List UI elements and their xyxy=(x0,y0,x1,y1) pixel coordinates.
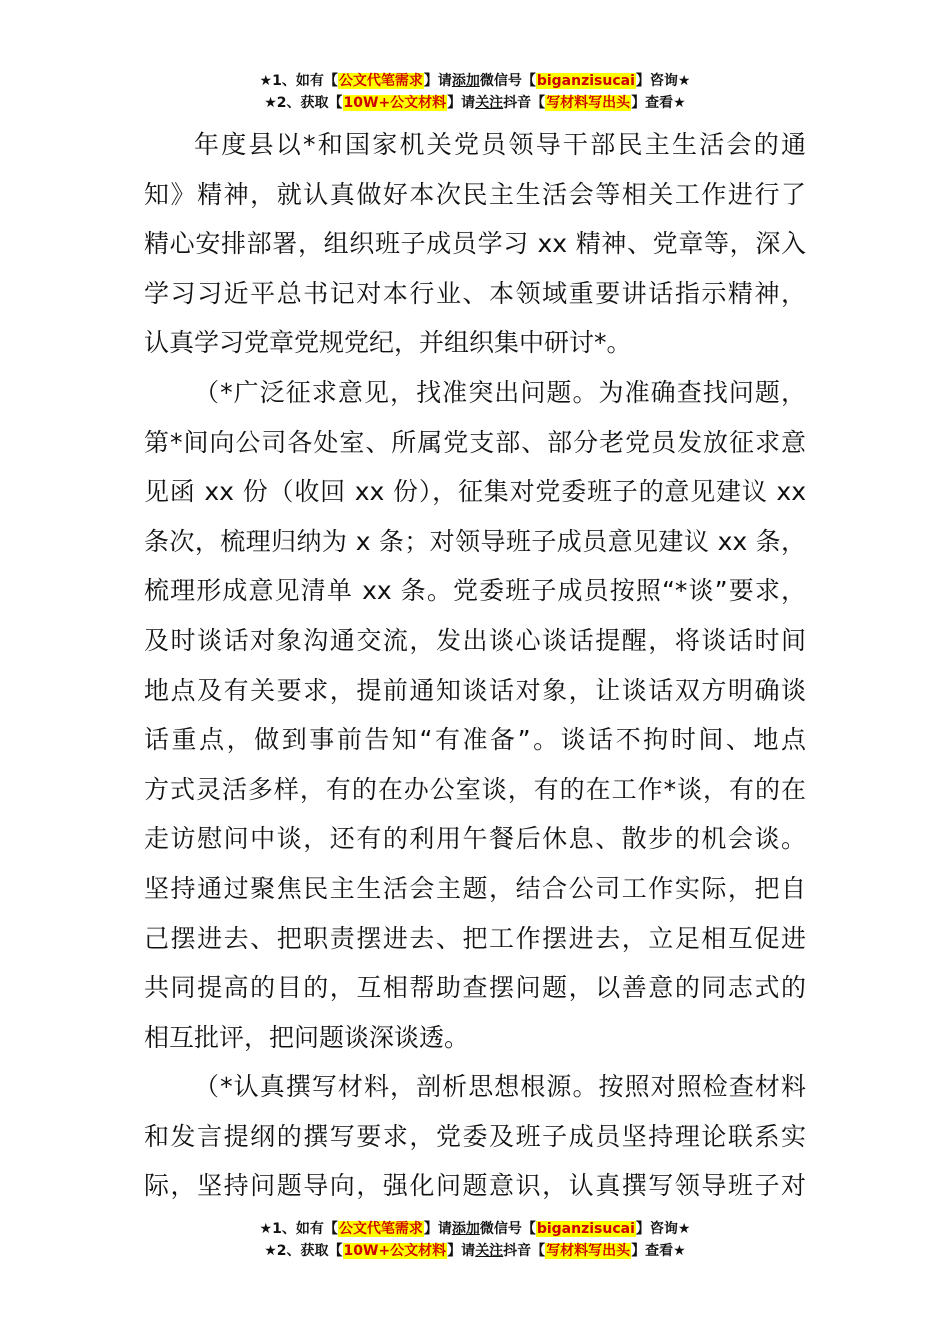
banner-text: 】请 xyxy=(447,95,476,111)
text-line: 及时谈话对象沟通交流，发出谈心谈话提醒，将谈话时间 xyxy=(144,625,806,655)
text-line: 条次，梳理归纳为 x 条；对领导班子成员意见建议 xx 条， xyxy=(144,526,806,556)
banner-highlight: 公文代笔需求 xyxy=(338,1221,423,1237)
text-line: 知》精神，就认真做好本次民主生活会等相关工作进行了 xyxy=(144,179,806,209)
text-line: 己摆进去、把职责摆进去、把工作摆进去，立足相互促进 xyxy=(144,923,806,953)
footer-banner xyxy=(0,1218,950,1262)
paragraph-3 xyxy=(144,1062,806,1211)
banner-text: 抖音【 xyxy=(503,95,546,111)
text-line: 精心安排部署，组织班子成员学习 xx 精神、党章等，深入 xyxy=(144,229,806,259)
banner-text: ★1、如有【 xyxy=(259,73,338,89)
text-line: 坚持通过聚焦民主生活会主题，结合公司工作实际，把自 xyxy=(144,873,806,903)
banner-emphasis: 添加 xyxy=(451,1221,480,1237)
banner-text: 】请 xyxy=(423,1221,452,1237)
text-line: 相互批评，把问题谈深谈透。 xyxy=(144,1022,470,1052)
text-line: 认真学习党章党规党纪，并组织集中研讨*。 xyxy=(144,328,632,358)
text-line: 走访慰问中谈，还有的利用午餐后休息、散步的机会谈。 xyxy=(144,824,806,854)
banner-highlight: 10W+公文材料 xyxy=(343,95,447,111)
banner-highlight: 10W+公文材料 xyxy=(343,1243,447,1259)
text-line: 年度县以*和国家机关党员领导干部民主生活会的通 xyxy=(194,130,806,159)
banner-highlight: 写材料写出头 xyxy=(546,95,631,111)
paragraph-2 xyxy=(144,368,806,1062)
banner-text: 】查看★ xyxy=(631,1243,686,1259)
banner-line-1 xyxy=(0,70,950,92)
banner-text: 】请 xyxy=(447,1243,476,1259)
banner-text: 】请 xyxy=(423,73,452,89)
banner-emphasis: 添加 xyxy=(451,73,480,89)
banner-text: ★1、如有【 xyxy=(259,1221,338,1237)
text-line: （*认真撰写材料，剖析思想根源。按照对照检查材料 xyxy=(194,1072,806,1102)
text-line: 梳理形成意见清单 xx 条。党委班子成员按照“*谈”要求， xyxy=(144,576,806,606)
text-line: 际，坚持问题导向，强化问题意识，认真撰写领导班子对 xyxy=(144,1171,806,1201)
banner-text: 微信号【 xyxy=(479,73,536,89)
banner-text: 微信号【 xyxy=(479,1221,536,1237)
banner-emphasis: 关注 xyxy=(475,95,504,111)
banner-text: 】咨询★ xyxy=(635,73,691,89)
banner-line-2 xyxy=(0,92,950,114)
text-line: （*广泛征求意见，找准突出问题。为准确查找问题， xyxy=(194,377,806,407)
banner-text: ★2、获取【 xyxy=(264,95,343,111)
banner-text: ★2、获取【 xyxy=(264,1243,343,1259)
text-line: 方式灵活多样，有的在办公室谈，有的在工作*谈，有的在 xyxy=(144,774,806,804)
text-line: 和发言提纲的撰写要求，党委及班子成员坚持理论联系实 xyxy=(144,1121,806,1151)
text-line: 话重点，做到事前告知“有准备”。谈话不拘时间、地点 xyxy=(144,725,806,755)
text-line: 学习习近平总书记对本行业、本领域重要讲话指示精神， xyxy=(144,278,806,308)
text-line: 共同提高的目的，互相帮助查摆问题，以善意的同志式的 xyxy=(144,973,806,1003)
header-banner xyxy=(0,70,950,114)
text-line: 见函 xx 份（收回 xx 份），征集对党委班子的意见建议 xx xyxy=(144,477,806,507)
paragraph-1 xyxy=(144,120,806,368)
banner-highlight: biganzisucai xyxy=(536,1221,635,1237)
banner-highlight: 写材料写出头 xyxy=(546,1243,631,1259)
banner-emphasis: 关注 xyxy=(475,1243,504,1259)
banner-highlight: 公文代笔需求 xyxy=(338,73,423,89)
banner-text: 抖音【 xyxy=(503,1243,546,1259)
banner-text: 】咨询★ xyxy=(635,1221,691,1237)
banner-text: 】查看★ xyxy=(631,95,686,111)
text-line: 地点及有关要求，提前通知谈话对象，让谈话双方明确谈 xyxy=(144,675,806,705)
banner-line-2 xyxy=(0,1240,950,1262)
banner-line-1 xyxy=(0,1218,950,1240)
text-line: 第*间向公司各处室、所属党支部、部分老党员发放征求意 xyxy=(144,427,806,457)
banner-highlight: biganzisucai xyxy=(536,73,635,89)
document-body xyxy=(144,120,806,1211)
